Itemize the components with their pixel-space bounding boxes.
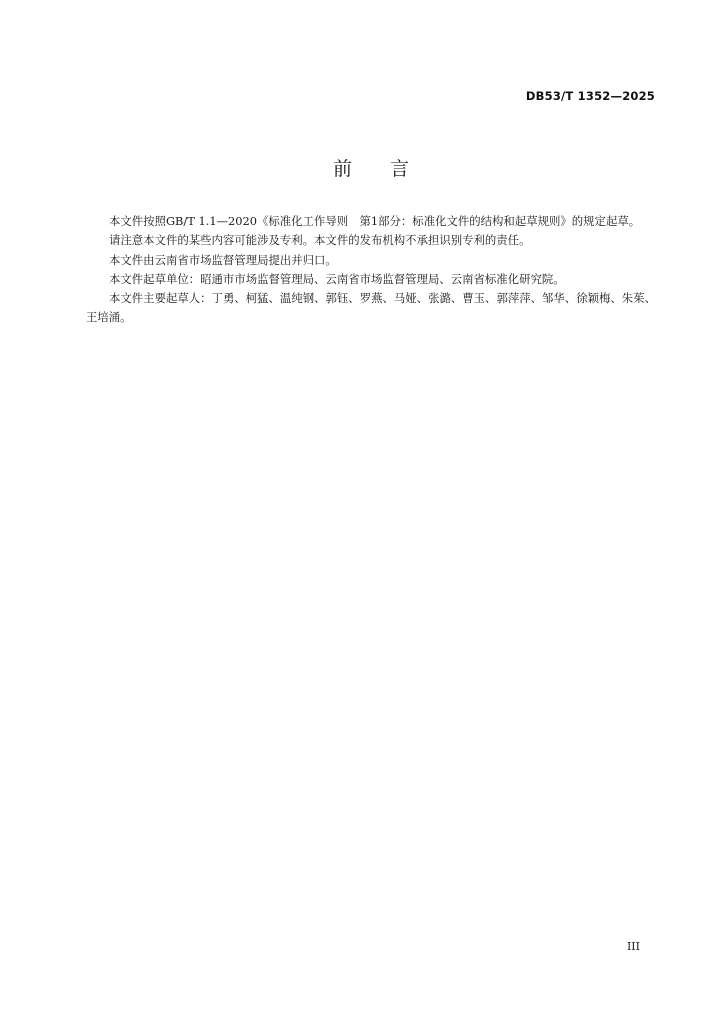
paragraph-proposer: 本文件由云南省市场监督管理局提出并归口。 (109, 252, 337, 267)
page-number: III (626, 940, 640, 953)
paragraph-drafters: 本文件主要起草人：丁勇、柯猛、温纯钢、郭钰、罗燕、马娅、张潞、曹玉、郭萍萍、邹华、徐颖梅、朱茱、王培涌。 (86, 291, 656, 325)
title-char-2: 言 (390, 158, 410, 180)
paragraph-drafting-rules: 本文件按照GB/T 1.1—2020《标准化工作导则 第1部分：标准化文件的结构和起草规则》的规定起草。 (109, 214, 641, 228)
paragraph-patent-notice: 请注意本文件的某些内容可能涉及专利。本文件的发布机构不承担识别专利的责任。 (109, 233, 531, 248)
page-title (0, 154, 724, 181)
title-char-1: 前 (332, 158, 352, 180)
document-code: DB53/T 1352—2025 (525, 89, 655, 103)
paragraph-drafting-units: 本文件起草单位：昭通市市场监督管理局、云南省市场监督管理局、云南省标准化研究院。 (109, 271, 565, 286)
foreword-body (86, 212, 656, 328)
